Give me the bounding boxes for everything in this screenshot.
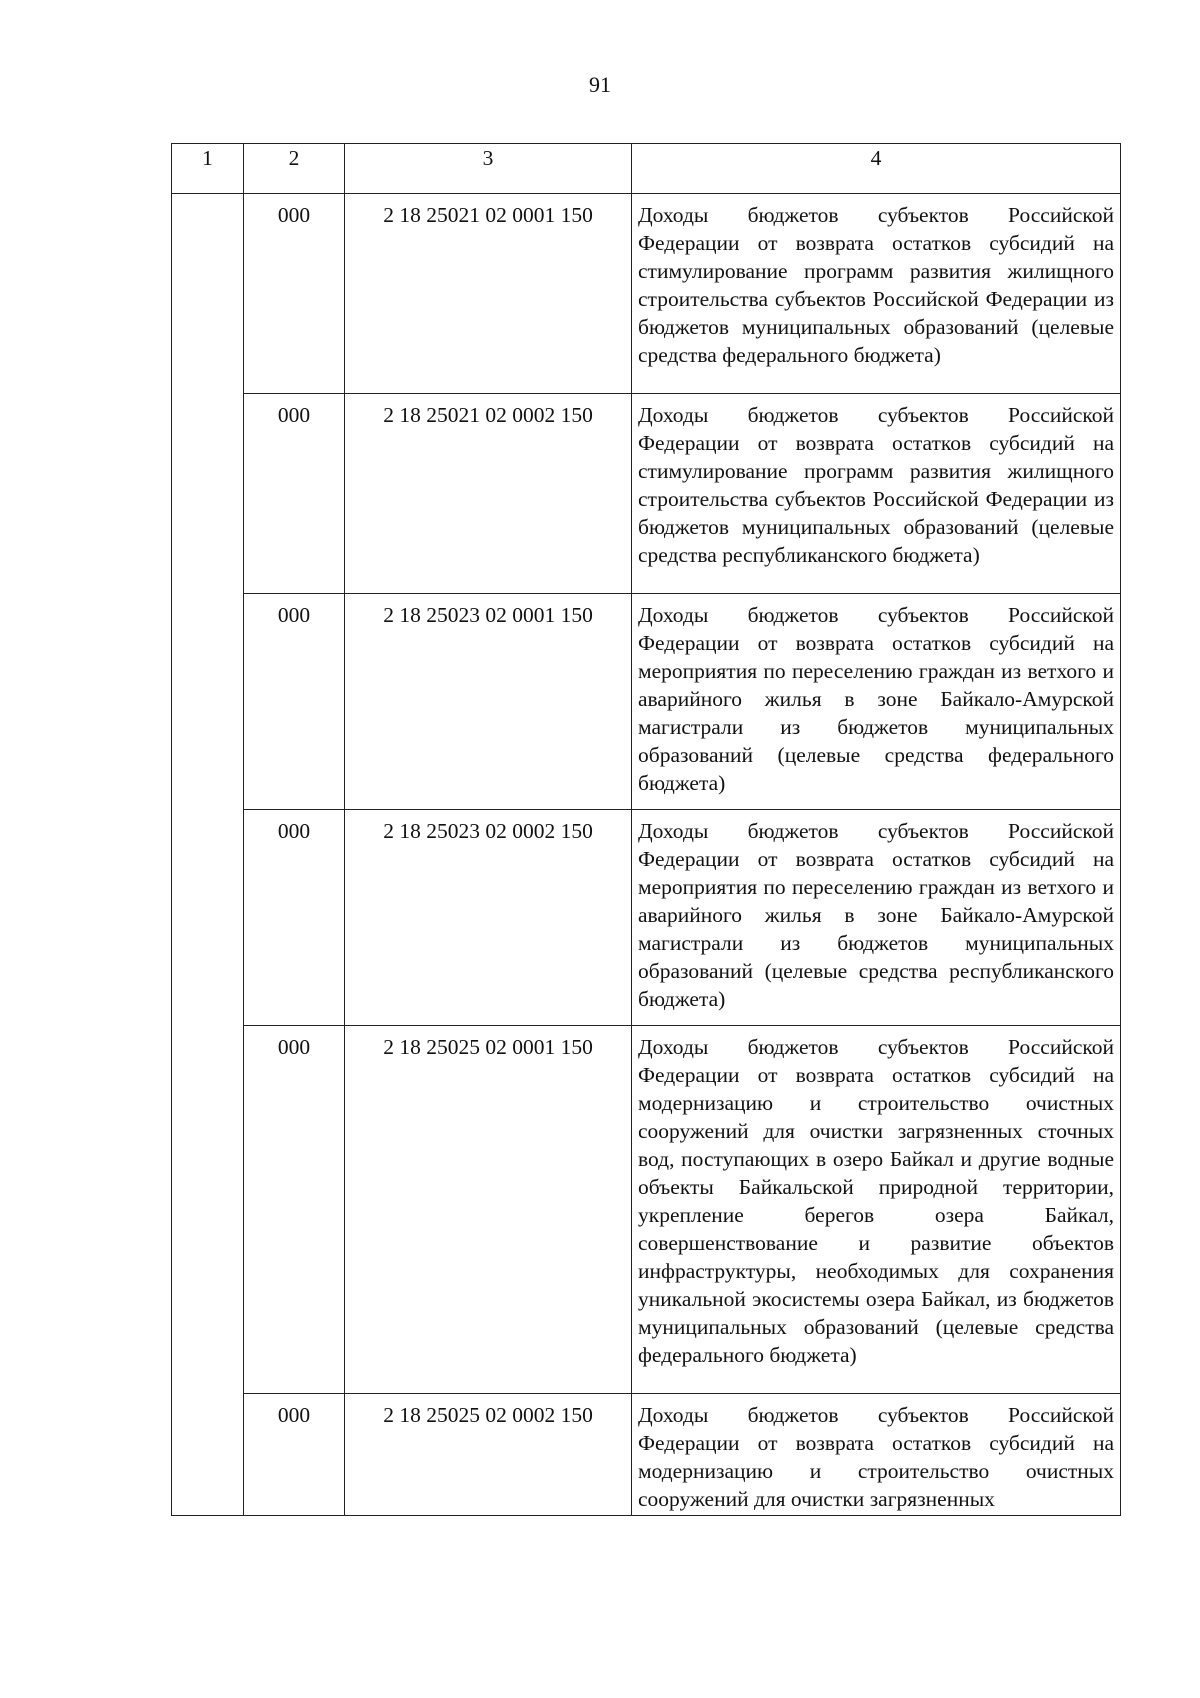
table-row — [172, 194, 1121, 394]
kbk-code-cell: 2 18 25023 02 0002 150 — [345, 810, 632, 1026]
revenue-description-cell: Доходы бюджетов субъектов Российской Федерации от возврата остатков субсидий на модернизацию и строительство очистных сооружений для очистки загрязненных — [632, 1394, 1121, 1516]
admin-code-cell: 000 — [244, 810, 345, 1026]
admin-code-cell: 000 — [244, 194, 345, 394]
revenue-description-cell: Доходы бюджетов субъектов Российской Федерации от возврата остатков субсидий на мероприятия по переселению граждан из ветхого и аварийного жилья в зоне Байкало-Амурской магистрали из бюджетов муниципальных образований (целевые средства республиканского бюджета) — [632, 810, 1121, 1026]
revenue-description-cell: Доходы бюджетов субъектов Российской Федерации от возврата остатков субсидий на стимулирование программ развития жилищного строительства субъектов Российской Федерации из бюджетов муниципальных образований (целевые средства федерального бюджета) — [632, 194, 1121, 394]
column-1-empty-cell — [172, 194, 244, 1516]
table-row — [172, 1394, 1121, 1516]
table-row — [172, 394, 1121, 594]
column-header-2: 2 — [244, 144, 345, 194]
table-row — [172, 810, 1121, 1026]
table-row — [172, 1026, 1121, 1394]
budget-revenue-table — [171, 143, 1121, 1516]
kbk-code-cell: 2 18 25021 02 0002 150 — [345, 394, 632, 594]
admin-code-cell: 000 — [244, 1026, 345, 1394]
revenue-description-cell: Доходы бюджетов субъектов Российской Федерации от возврата остатков субсидий на стимулирование программ развития жилищного строительства субъектов Российской Федерации из бюджетов муниципальных образований (целевые средства республиканского бюджета) — [632, 394, 1121, 594]
kbk-code-cell: 2 18 25025 02 0002 150 — [345, 1394, 632, 1516]
revenue-description-cell: Доходы бюджетов субъектов Российской Федерации от возврата остатков субсидий на мероприятия по переселению граждан из ветхого и аварийного жилья в зоне Байкало-Амурской магистрали из бюджетов муниципальных образований (целевые средства федерального бюджета) — [632, 594, 1121, 810]
admin-code-cell: 000 — [244, 1394, 345, 1516]
column-header-1: 1 — [172, 144, 244, 194]
table-header-row — [172, 144, 1121, 194]
table-row — [172, 594, 1121, 810]
page-number: 91 — [589, 72, 611, 97]
admin-code-cell: 000 — [244, 594, 345, 810]
kbk-code-cell: 2 18 25023 02 0001 150 — [345, 594, 632, 810]
column-header-4: 4 — [632, 144, 1121, 194]
revenue-description-cell: Доходы бюджетов субъектов Российской Федерации от возврата остатков субсидий на модернизацию и строительство очистных сооружений для очистки загрязненных сточных вод, поступающих в озеро Байкал и другие водные объекты Байкальской природной территории, укрепление берегов озера Байкал, совершенствование и развитие объектов инфраструктуры, необходимых для сохранения уникальной экосистемы озера Байкал, из бюджетов муниципальных образований (целевые средства федерального бюджета) — [632, 1026, 1121, 1394]
admin-code-cell: 000 — [244, 394, 345, 594]
column-header-3: 3 — [345, 144, 632, 194]
kbk-code-cell: 2 18 25021 02 0001 150 — [345, 194, 632, 394]
kbk-code-cell: 2 18 25025 02 0001 150 — [345, 1026, 632, 1394]
